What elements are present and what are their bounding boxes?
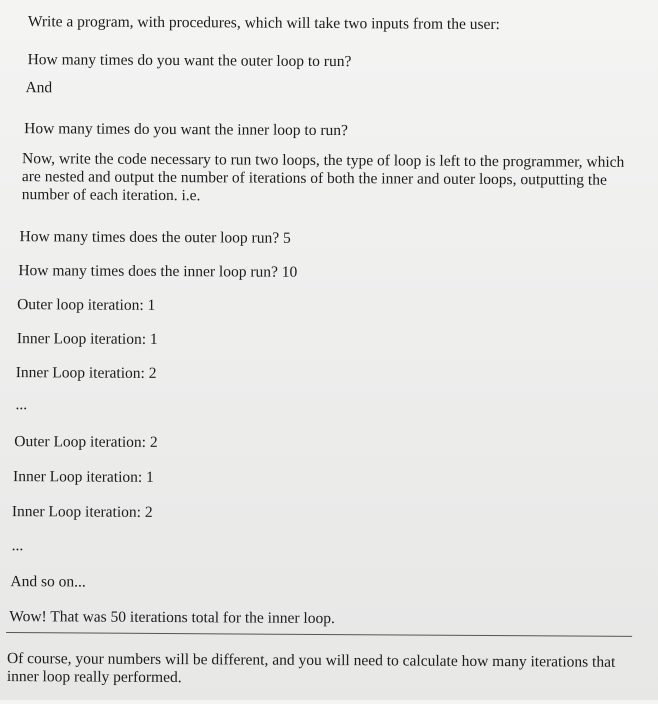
example-and-so-on: And so on...	[10, 573, 86, 591]
closing-paragraph: Of course, your numbers will be different, and you will need to calculate how many iterations that inner loop really performed.	[6, 650, 616, 687]
divider-line	[6, 632, 632, 637]
and-text: And	[25, 79, 53, 97]
example-inner-iteration-1b: Inner Loop iteration: 1	[13, 468, 154, 486]
instructions-paragraph: Now, write the code necessary to run two loops, the type of loop is left to the programmer, which are nested and output the number of iterations of both the inner and outer loops, outputting the number of each iteration. i.e.	[21, 150, 625, 205]
example-inner-iteration-2a: Inner Loop iteration: 2	[15, 364, 157, 382]
outer-loop-question: How many times do you want the outer loop to run?	[27, 51, 352, 71]
example-ask-inner: How many times does the inner loop run? 10	[18, 262, 298, 281]
intro-text: Write a program, with procedures, which will take two inputs from the user:	[27, 13, 500, 34]
inner-loop-question: How many times do you want the inner loop to run?	[24, 120, 348, 140]
example-ellipsis-2: ...	[11, 537, 24, 555]
example-total-iterations: Wow! That was 50 iterations total for the inner loop.	[9, 608, 335, 628]
example-ellipsis-1: ...	[15, 396, 28, 414]
example-inner-iteration-1a: Inner Loop iteration: 1	[16, 330, 158, 348]
example-outer-iteration-1: Outer loop iteration: 1	[17, 296, 156, 314]
example-inner-iteration-2b: Inner Loop iteration: 2	[11, 503, 153, 521]
example-outer-iteration-2: Outer Loop iteration: 2	[14, 433, 158, 451]
example-ask-outer: How many times does the outer loop run? 5	[19, 228, 291, 247]
